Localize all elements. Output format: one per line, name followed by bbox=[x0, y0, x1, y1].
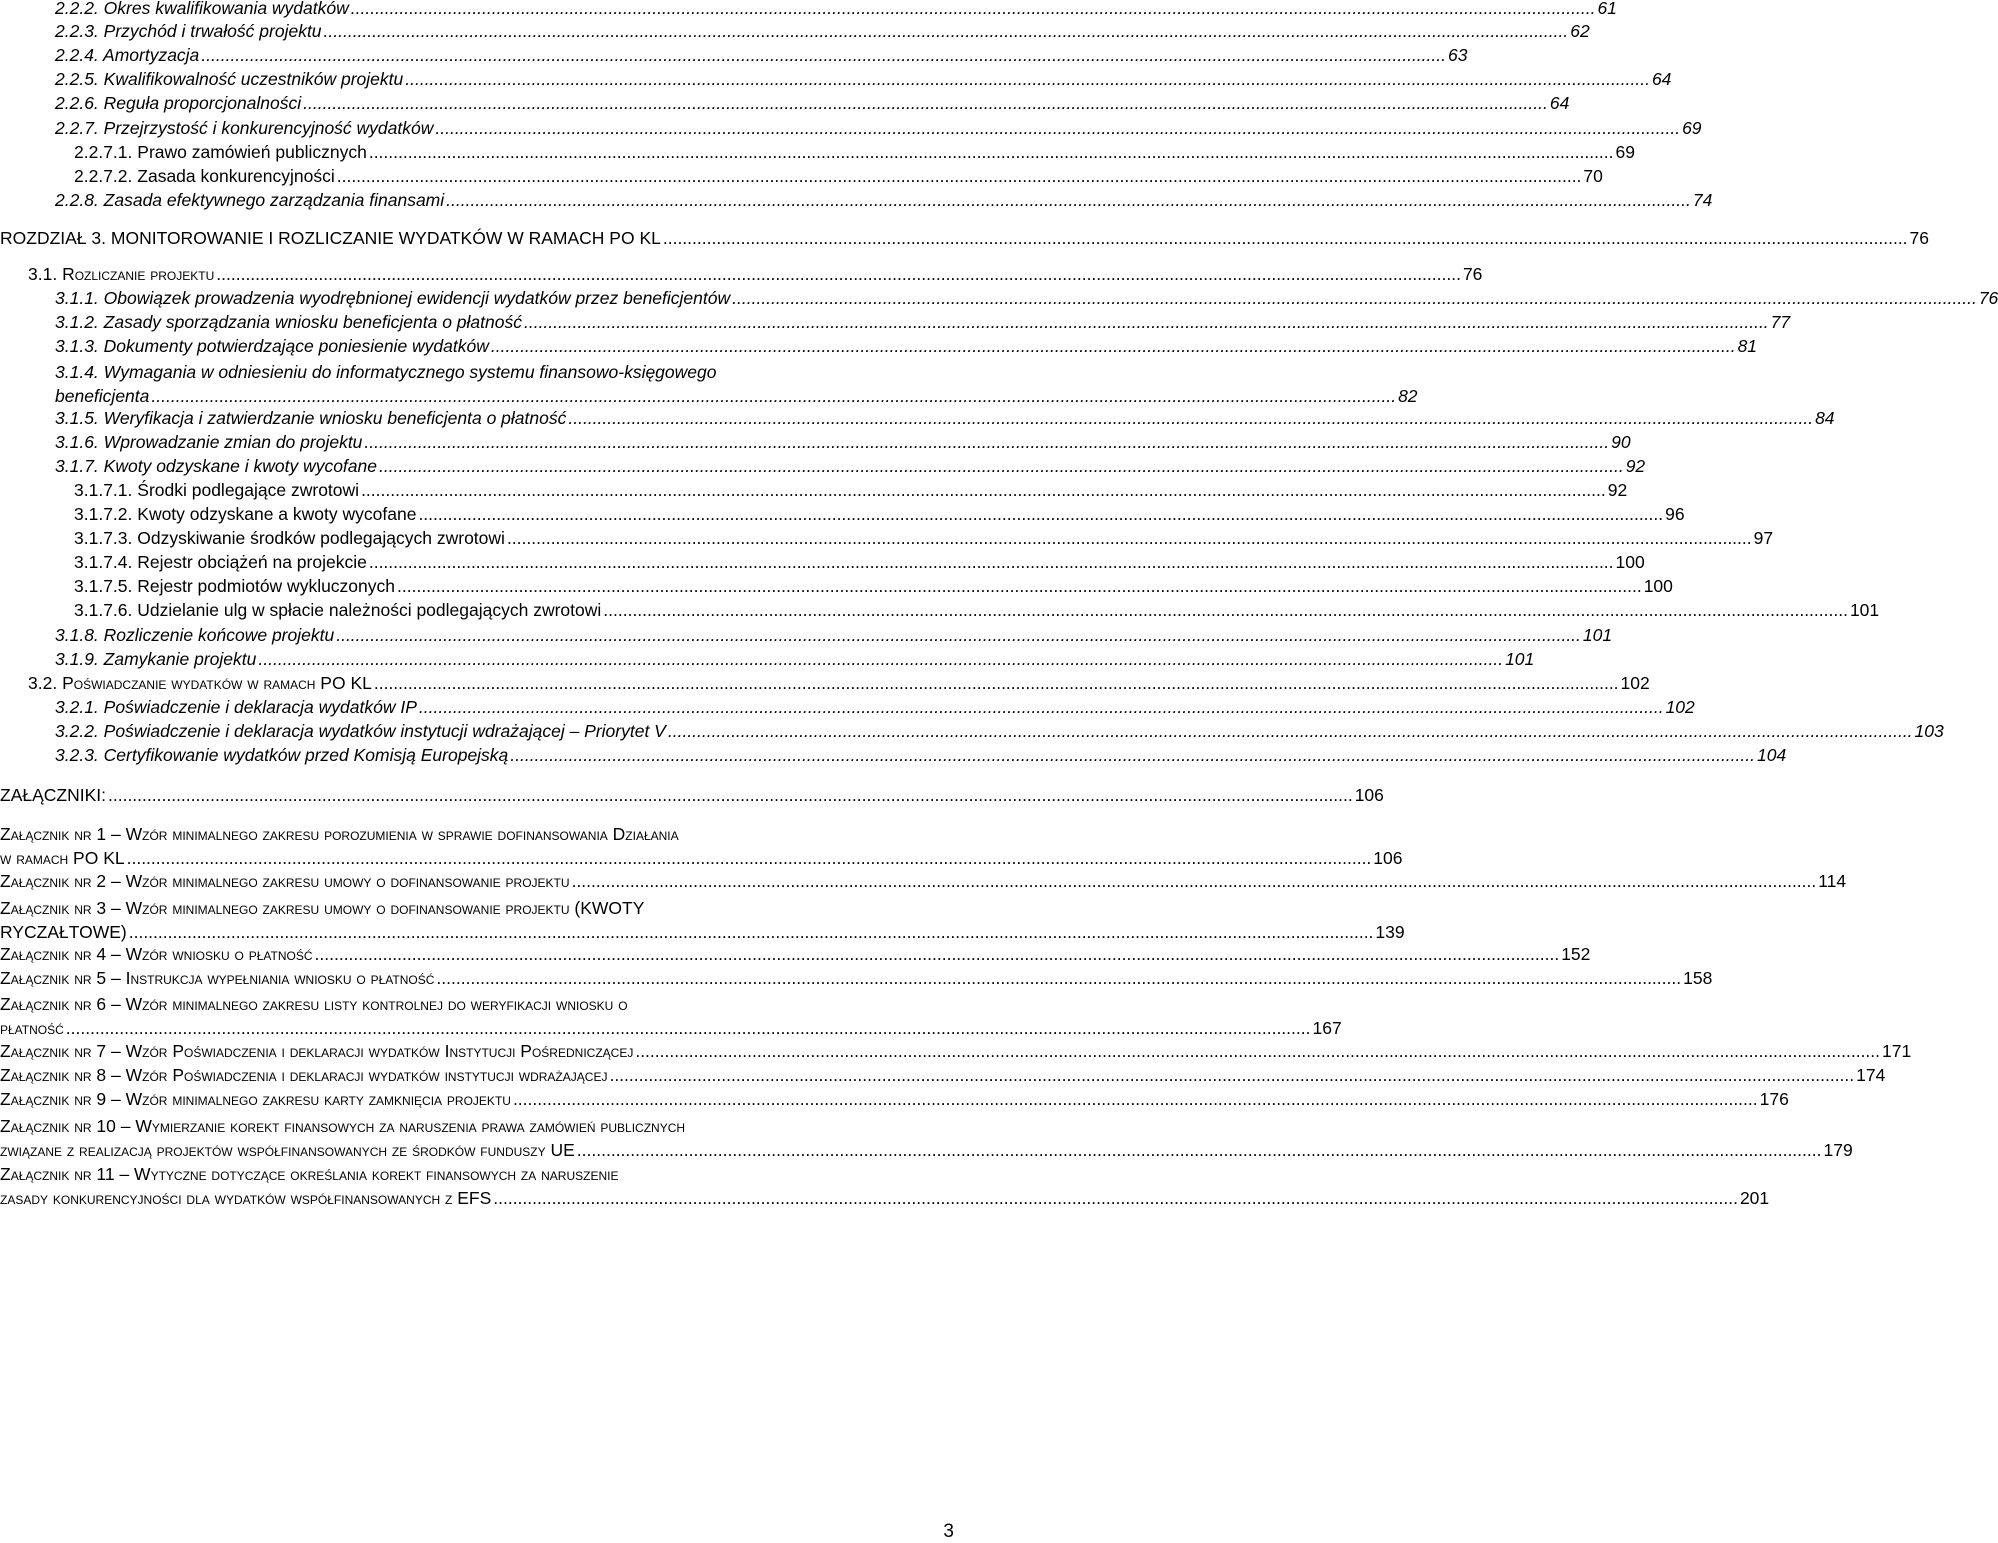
toc-chapter-entry[interactable] bbox=[0, 785, 1384, 806]
toc-entry-title: 3.1.7. Kwoty odzyskane i kwoty wycofane bbox=[55, 456, 377, 476]
toc-entry[interactable] bbox=[74, 552, 1645, 573]
leader-dots bbox=[303, 93, 1548, 114]
toc-entry-title: 3.1.7.3. Odzyskiwanie środków podlegających zwrotowi bbox=[74, 528, 505, 548]
toc-entry-page: 96 bbox=[1665, 504, 1685, 524]
leader-dots bbox=[364, 432, 1609, 453]
leader-dots bbox=[405, 69, 1650, 90]
leader-dots bbox=[315, 944, 1560, 965]
toc-entry-title: Załącznik nr 2 – Wzór minimalnego zakresu umowy o dofinansowanie projektu bbox=[0, 871, 570, 891]
leader-dots bbox=[446, 190, 1691, 211]
leader-dots bbox=[732, 288, 1977, 309]
toc-entry-title: 3.1.3. Dokumenty potwierdzające poniesienie wydatków bbox=[55, 336, 489, 356]
toc-entry-title-continued: zasady konkurencyjności dla wydatków współfinansowanych z EFS bbox=[0, 1188, 492, 1208]
toc-entry-title: 3.1.7.1. Środki podlegające zwrotowi bbox=[74, 480, 360, 500]
toc-entry-page: 82 bbox=[1398, 386, 1418, 406]
toc-entry[interactable] bbox=[55, 288, 1998, 309]
toc-section-entry[interactable] bbox=[28, 264, 1483, 285]
toc-entry-title: ZAŁĄCZNIKI: bbox=[0, 785, 106, 805]
leader-dots bbox=[324, 21, 1569, 42]
toc-entry-title: Załącznik nr 7 – Wzór Poświadczenia i deklaracji wydatków Instytucji Pośredniczącej bbox=[0, 1041, 634, 1061]
toc-entry-title: 3.1.7.5. Rejestr podmiotów wykluczonych bbox=[74, 576, 396, 596]
leader-dots bbox=[668, 721, 1913, 742]
toc-entry[interactable] bbox=[55, 312, 1791, 333]
toc-entry-page: 167 bbox=[1312, 1018, 1342, 1038]
toc-entry-page: 106 bbox=[1373, 848, 1403, 868]
toc-entry-page: 100 bbox=[1643, 576, 1673, 596]
toc-entry-page: 90 bbox=[1611, 432, 1631, 452]
toc-entry-title: 2.2.4. Amortyzacja bbox=[55, 45, 200, 65]
toc-section-entry[interactable] bbox=[28, 673, 1650, 694]
toc-entry-title: 2.2.7. Przejrzystość i konkurencyjność wydatków bbox=[55, 118, 434, 138]
toc-entry[interactable] bbox=[74, 600, 1880, 621]
toc-chapter-entry[interactable] bbox=[0, 228, 1930, 249]
toc-attachment-entry[interactable] bbox=[0, 824, 1403, 870]
toc-entry[interactable] bbox=[55, 45, 1468, 66]
toc-entry-page: 92 bbox=[1607, 480, 1628, 500]
toc-entry-title: Załącznik nr 10 – Wymierzanie korekt finansowych za naruszenia prawa zamówień publicznych bbox=[0, 1116, 686, 1136]
leader-dots bbox=[379, 456, 1624, 477]
toc-attachment-entry[interactable] bbox=[0, 968, 1713, 989]
toc-entry-title: Załącznik nr 11 – Wytyczne dotyczące określania korekt finansowych za naruszenie bbox=[0, 1164, 619, 1184]
toc-entry-page: 176 bbox=[1759, 1089, 1789, 1109]
toc-entry-page: 77 bbox=[1770, 312, 1791, 332]
toc-entry-title-continued: RYCZAŁTOWE) bbox=[0, 922, 127, 942]
toc-entry[interactable] bbox=[55, 745, 1787, 766]
toc-entry[interactable] bbox=[55, 362, 1418, 408]
leader-dots bbox=[635, 1041, 1880, 1062]
toc-entry-title: 3.1.2. Zasady sporządzania wniosku beneficjenta o płatność bbox=[55, 312, 522, 332]
toc-entry-page: 97 bbox=[1753, 528, 1774, 548]
leader-dots bbox=[369, 142, 1614, 163]
toc-entry-page: 100 bbox=[1615, 552, 1645, 572]
toc-entry-page: 76 bbox=[1909, 228, 1930, 248]
toc-entry-title: 2.2.7.1. Prawo zamówień publicznych bbox=[74, 142, 367, 162]
leader-dots bbox=[524, 312, 1769, 333]
toc-entry-title: 3.1.7.6. Udzielanie ulg w spłacie należności podlegających zwrotowi bbox=[74, 600, 602, 620]
toc-entry-page: 62 bbox=[1570, 21, 1590, 41]
leader-dots bbox=[201, 45, 1446, 66]
toc-entry-title: 3.1.8. Rozliczenie końcowe projektu bbox=[55, 625, 335, 645]
leader-dots bbox=[513, 1089, 1758, 1110]
toc-entry-page: 158 bbox=[1683, 968, 1713, 988]
toc-entry[interactable] bbox=[55, 408, 1835, 429]
toc-entry-title: Załącznik nr 9 – Wzór minimalnego zakresu karty zamknięcia projektu bbox=[0, 1089, 511, 1109]
toc-entry[interactable] bbox=[74, 576, 1673, 597]
toc-entry-page: 61 bbox=[1597, 0, 1617, 18]
leader-dots bbox=[435, 118, 1680, 139]
toc-entry[interactable] bbox=[55, 118, 1702, 139]
leader-dots bbox=[127, 846, 1372, 870]
toc-entry-title: 3.1.4. Wymagania w odniesieniu do informatycznego systemu finansowo-księgowego bbox=[55, 362, 717, 382]
toc-entry-title: 2.2.3. Przychód i trwałość projektu bbox=[55, 21, 322, 41]
toc-entry-page: 174 bbox=[1856, 1065, 1886, 1085]
toc-entry-title: 3.1.7.4. Rejestr obciążeń na projekcie bbox=[74, 552, 367, 572]
leader-dots bbox=[436, 968, 1681, 989]
toc-entry[interactable] bbox=[55, 721, 1944, 742]
toc-entry[interactable] bbox=[55, 69, 1672, 90]
toc-entry-title: 3.1.5. Weryfikacja i zatwierdzanie wniosku beneficjenta o płatność bbox=[55, 408, 567, 428]
toc-entry-page: 84 bbox=[1815, 408, 1835, 428]
toc-entry-title: 2.2.7.2. Zasada konkurencyjności bbox=[74, 166, 335, 186]
leader-dots bbox=[493, 1186, 1738, 1210]
toc-entry-page: 76 bbox=[1978, 288, 1998, 308]
toc-entry[interactable] bbox=[74, 166, 1603, 187]
toc-entry-page: 64 bbox=[1651, 69, 1672, 89]
toc-attachment-entry[interactable] bbox=[0, 944, 1591, 965]
leader-dots bbox=[337, 166, 1582, 187]
toc-entry[interactable] bbox=[55, 649, 1535, 670]
toc-entry-page: 171 bbox=[1882, 1041, 1912, 1061]
toc-entry-title-continued: w ramach PO KL bbox=[0, 848, 125, 868]
toc-entry-title: 3.2. Poświadczanie wydatków w ramach PO KL bbox=[28, 673, 372, 693]
toc-entry-title: 3.1.7.2. Kwoty odzyskane a kwoty wycofane bbox=[74, 504, 417, 524]
leader-dots bbox=[568, 408, 1813, 429]
toc-entry-page: 152 bbox=[1561, 944, 1591, 964]
toc-attachment-entry[interactable] bbox=[0, 1065, 1886, 1086]
toc-attachment-entry[interactable] bbox=[0, 1116, 1853, 1162]
leader-dots bbox=[151, 384, 1396, 408]
toc-entry-page: 179 bbox=[1823, 1140, 1853, 1160]
toc-attachment-entry[interactable] bbox=[0, 898, 1405, 944]
toc-entry[interactable] bbox=[74, 504, 1685, 525]
toc-entry-title: 3.2.2. Poświadczenie i deklaracja wydatków instytucji wdrażającej – Priorytet V bbox=[55, 721, 666, 741]
toc-entry-page: 64 bbox=[1549, 93, 1570, 113]
toc-entry-page: 114 bbox=[1818, 871, 1847, 891]
toc-entry-title: 2.2.5. Kwalifikowalność uczestników projektu bbox=[55, 69, 404, 89]
toc-entry-title: 3.2.3. Certyfikowanie wydatków przed Komisją Europejską bbox=[55, 745, 509, 765]
toc-entry[interactable] bbox=[74, 480, 1628, 501]
toc-entry-title: Załącznik nr 4 – Wzór wniosku o płatność bbox=[0, 944, 313, 964]
toc-entry-page: 69 bbox=[1615, 142, 1635, 162]
toc-entry-page: 103 bbox=[1914, 721, 1944, 741]
toc-entry-title: 3.1. Rozliczanie projektu bbox=[28, 264, 215, 284]
toc-entry-title: Załącznik nr 3 – Wzór minimalnego zakresu umowy o dofinansowanie projektu (KWOTY bbox=[0, 898, 645, 918]
toc-entry[interactable] bbox=[55, 625, 1613, 646]
leader-dots bbox=[507, 528, 1752, 549]
toc-entry[interactable] bbox=[74, 142, 1635, 163]
leader-dots bbox=[216, 264, 1461, 285]
leader-dots bbox=[258, 649, 1503, 670]
toc-entry-title: 2.2.8. Zasada efektywnego zarządzania finansami bbox=[55, 190, 445, 210]
toc-entry-page: 104 bbox=[1756, 745, 1787, 765]
toc-entry-title: 3.2.1. Poświadczenie i deklaracja wydatków IP bbox=[55, 697, 417, 717]
toc-entry-page: 69 bbox=[1682, 118, 1702, 138]
toc-entry-title: 2.2.2. Okres kwalifikowania wydatków bbox=[55, 0, 349, 18]
toc-entry-title-continued: płatność bbox=[0, 1018, 64, 1038]
toc-entry-page: 106 bbox=[1354, 785, 1384, 805]
leader-dots bbox=[609, 1065, 1854, 1086]
toc-entry-title: 2.2.6. Reguła proporcjonalności bbox=[55, 93, 302, 113]
toc-attachment-entry[interactable] bbox=[0, 871, 1847, 892]
leader-dots bbox=[129, 920, 1374, 944]
leader-dots bbox=[108, 785, 1353, 806]
leader-dots bbox=[361, 480, 1606, 501]
toc-attachment-entry[interactable] bbox=[0, 1164, 1770, 1210]
toc-entry-title: 3.1.6. Wprowadzanie zmian do projektu bbox=[55, 432, 363, 452]
toc-attachment-entry[interactable] bbox=[0, 1089, 1789, 1110]
leader-dots bbox=[418, 504, 1663, 525]
leader-dots bbox=[419, 697, 1664, 718]
toc-entry[interactable] bbox=[55, 93, 1570, 114]
toc-entry-title: Załącznik nr 6 – Wzór minimalnego zakresu listy kontrolnej do weryfikacji wniosku o bbox=[0, 994, 628, 1014]
leader-dots bbox=[491, 336, 1736, 357]
toc-entry-title: 3.1.1. Obowiązek prowadzenia wyodrębnionej ewidencji wydatków przez beneficjentów bbox=[55, 288, 731, 308]
toc-entry-page: 201 bbox=[1739, 1188, 1770, 1208]
toc-entry-page: 70 bbox=[1583, 166, 1603, 186]
leader-dots bbox=[603, 600, 1848, 621]
toc-entry-page: 102 bbox=[1665, 697, 1695, 717]
toc-entry-page: 81 bbox=[1737, 336, 1758, 356]
toc-entry-title: Załącznik nr 8 – Wzór Poświadczenia i deklaracji wydatków instytucji wdrażającej bbox=[0, 1065, 608, 1085]
toc-entry-title: Załącznik nr 5 – Instrukcja wypełniania wniosku o płatność bbox=[0, 968, 435, 988]
toc-entry-page: 102 bbox=[1620, 673, 1650, 693]
toc-entry-page: 101 bbox=[1582, 625, 1613, 645]
toc-entry[interactable] bbox=[55, 190, 1713, 211]
toc-attachment-entry[interactable] bbox=[0, 994, 1342, 1040]
toc-entry[interactable] bbox=[55, 456, 1646, 477]
leader-dots bbox=[572, 871, 1817, 892]
leader-dots bbox=[374, 673, 1619, 694]
toc-entry[interactable] bbox=[74, 528, 1774, 549]
toc-entry-title: ROZDZIAŁ 3. MONITOROWANIE I ROZLICZANIE WYDATKÓW W RAMACH PO KL bbox=[0, 228, 661, 248]
toc-entry[interactable] bbox=[55, 0, 1617, 19]
leader-dots bbox=[510, 745, 1755, 766]
toc-entry[interactable] bbox=[55, 21, 1590, 42]
toc-entry-page: 76 bbox=[1462, 264, 1483, 284]
leader-dots bbox=[369, 552, 1614, 573]
toc-entry-title-continued: beneficjenta bbox=[55, 386, 150, 406]
leader-dots bbox=[397, 576, 1642, 597]
toc-entry-page: 139 bbox=[1375, 922, 1405, 942]
toc-entry-title: Załącznik nr 1 – Wzór minimalnego zakresu porozumienia w sprawie dofinansowania Działania bbox=[0, 824, 679, 844]
leader-dots bbox=[351, 0, 1596, 19]
toc-entry-page: 74 bbox=[1692, 190, 1713, 210]
toc-entry-title-continued: związane z realizacją projektów współfinansowanych ze środków funduszy UE bbox=[0, 1140, 575, 1160]
toc-entry-title: 3.1.9. Zamykanie projektu bbox=[55, 649, 257, 669]
toc-attachment-entry[interactable] bbox=[0, 1041, 1912, 1062]
toc-entry[interactable] bbox=[55, 432, 1631, 453]
toc-entry-page: 101 bbox=[1505, 649, 1535, 669]
toc-entry-page: 101 bbox=[1849, 600, 1880, 620]
toc-entry[interactable] bbox=[55, 697, 1695, 718]
leader-dots bbox=[66, 1016, 1311, 1040]
leader-dots bbox=[336, 625, 1581, 646]
toc-entry-page: 92 bbox=[1625, 456, 1646, 476]
toc-entry[interactable] bbox=[55, 336, 1758, 357]
page-number: 3 bbox=[943, 1521, 954, 1542]
leader-dots bbox=[577, 1138, 1822, 1162]
toc-entry-page: 63 bbox=[1447, 45, 1468, 65]
leader-dots bbox=[663, 228, 1908, 249]
